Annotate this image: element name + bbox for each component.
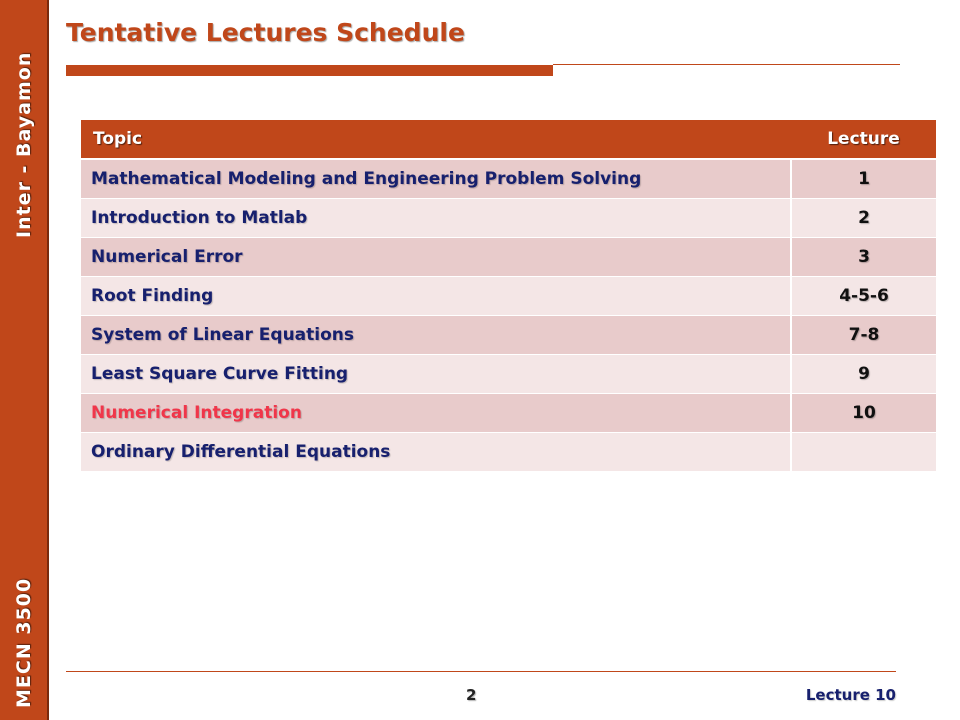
- sidebar-course-label: MECN 3500: [13, 577, 35, 708]
- row-topic: Numerical Error: [81, 237, 791, 276]
- header-lecture: Lecture: [791, 120, 936, 159]
- lecture-label: Lecture 10: [805, 686, 896, 704]
- table-row: [81, 276, 936, 315]
- sidebar-institution-label: Inter - Bayamon: [13, 51, 35, 238]
- row-topic: System of Linear Equations: [81, 315, 791, 354]
- row-lecture: 7-8: [791, 315, 936, 354]
- row-lecture: 10: [791, 393, 936, 432]
- schedule-table: [81, 120, 936, 472]
- slide-title: Tentative Lectures Schedule: [66, 18, 465, 47]
- row-lecture: 1: [791, 159, 936, 198]
- header-topic: Topic: [81, 120, 791, 159]
- row-topic: Introduction to Matlab: [81, 198, 791, 237]
- title-underline-thick: [66, 65, 553, 76]
- footer-divider: [66, 671, 896, 672]
- row-topic-highlighted: Numerical Integration: [81, 393, 791, 432]
- sidebar: [0, 0, 49, 720]
- table-row: [81, 432, 936, 471]
- row-lecture: 3: [791, 237, 936, 276]
- row-lecture: 9: [791, 354, 936, 393]
- table-row: [81, 159, 936, 198]
- row-lecture: 2: [791, 198, 936, 237]
- table-row: [81, 354, 936, 393]
- table-row: [81, 237, 936, 276]
- row-topic: Least Square Curve Fitting: [81, 354, 791, 393]
- title-underline-thin: [553, 64, 900, 65]
- table-row: [81, 198, 936, 237]
- table-header-row: [81, 120, 936, 159]
- table-row: [81, 315, 936, 354]
- table-row-current: [81, 393, 936, 432]
- row-topic: Mathematical Modeling and Engineering Problem Solving: [81, 159, 791, 198]
- row-topic: Root Finding: [81, 276, 791, 315]
- row-lecture: [791, 432, 936, 471]
- row-lecture: 4-5-6: [791, 276, 936, 315]
- row-topic: Ordinary Differential Equations: [81, 432, 791, 471]
- page-number: 2: [466, 686, 477, 704]
